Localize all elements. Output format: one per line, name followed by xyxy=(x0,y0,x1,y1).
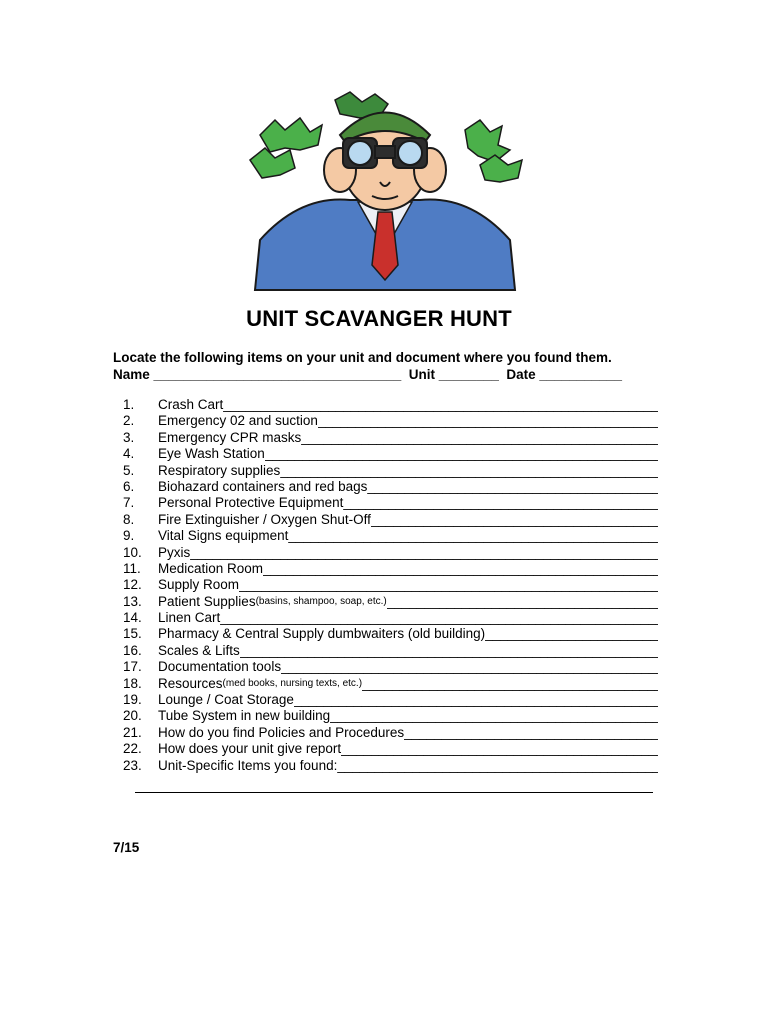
list-item xyxy=(113,708,658,724)
answer-blank[interactable] xyxy=(387,594,658,610)
item-label: Vital Signs equipment xyxy=(158,528,289,544)
answer-blank[interactable] xyxy=(301,430,658,446)
binoculars-man-clipart xyxy=(240,90,530,305)
item-number: 9. xyxy=(123,528,135,544)
item-note: (med books, nursing texts, etc.) xyxy=(222,677,363,689)
list-item xyxy=(113,430,658,446)
item-number: 22. xyxy=(123,741,142,757)
list-item xyxy=(113,643,658,659)
item-label: Eye Wash Station xyxy=(158,446,265,462)
item-number: 19. xyxy=(123,692,142,708)
item-number: 5. xyxy=(123,462,135,478)
list-item xyxy=(113,626,658,642)
answer-blank[interactable] xyxy=(240,643,658,659)
item-label: Resources xyxy=(158,675,223,691)
list-item xyxy=(113,495,658,511)
list-item xyxy=(113,528,658,544)
answer-blank[interactable] xyxy=(362,676,658,692)
item-number: 3. xyxy=(123,429,135,445)
answer-blank[interactable] xyxy=(330,708,658,724)
answer-blank[interactable] xyxy=(485,626,658,642)
answer-blank[interactable] xyxy=(220,610,658,626)
answer-blank[interactable] xyxy=(343,495,658,511)
item-label: Respiratory supplies xyxy=(158,462,281,478)
item-label: Emergency 02 and suction xyxy=(158,413,318,429)
answer-blank[interactable] xyxy=(404,725,658,741)
answer-blank[interactable] xyxy=(190,545,658,561)
answer-blank[interactable] xyxy=(288,528,658,544)
item-label: How does your unit give report xyxy=(158,741,342,757)
list-item xyxy=(113,397,658,413)
item-number: 2. xyxy=(123,413,135,429)
item-label: Medication Room xyxy=(158,560,264,576)
item-number: 1. xyxy=(123,397,135,412)
item-number: 8. xyxy=(123,511,135,527)
item-number: 17. xyxy=(123,659,142,675)
answer-blank[interactable] xyxy=(318,413,658,429)
list-item xyxy=(113,446,658,462)
list-item xyxy=(113,741,658,757)
revision-date: 7/15 xyxy=(113,840,140,855)
item-number: 14. xyxy=(123,610,142,626)
item-label: Patient Supplies xyxy=(158,593,256,609)
item-label: Pharmacy & Central Supply dumbwaiters (old building) xyxy=(158,626,486,642)
item-number: 13. xyxy=(123,593,142,609)
item-number: 4. xyxy=(123,446,135,462)
list-item xyxy=(113,594,658,610)
item-number: 16. xyxy=(123,642,142,658)
name-unit-date-line: Name _________________________________ Unit ________ Date ___________ xyxy=(113,367,622,382)
instruction-text: Locate the following items on your unit and document where you found them. xyxy=(113,350,612,365)
answer-blank[interactable] xyxy=(223,397,658,413)
answer-blank[interactable] xyxy=(371,512,658,528)
item-number: 21. xyxy=(123,724,142,740)
item-label: Documentation tools xyxy=(158,659,282,675)
answer-blank[interactable] xyxy=(367,479,658,495)
item-number: 15. xyxy=(123,626,142,642)
item-number: 23. xyxy=(123,757,142,773)
extra-answer-line[interactable] xyxy=(135,776,653,793)
answer-blank[interactable] xyxy=(281,659,658,675)
answer-blank[interactable] xyxy=(280,463,658,479)
item-label: Lounge / Coat Storage xyxy=(158,692,294,708)
item-note: (basins, shampoo, soap, etc.) xyxy=(255,595,387,607)
list-item xyxy=(113,758,658,774)
item-number: 7. xyxy=(123,495,135,511)
item-label: Pyxis xyxy=(158,544,191,560)
list-item xyxy=(113,659,658,675)
item-label: Biohazard containers and red bags xyxy=(158,478,368,494)
item-number: 20. xyxy=(123,708,142,724)
answer-blank[interactable] xyxy=(239,577,658,593)
list-item xyxy=(113,676,658,692)
item-label: Scales & Lifts xyxy=(158,642,240,658)
answer-blank[interactable] xyxy=(294,692,658,708)
item-label: Linen Cart xyxy=(158,610,221,626)
item-label: Crash Cart xyxy=(158,397,224,412)
answer-blank[interactable] xyxy=(265,446,658,462)
item-number: 10. xyxy=(123,544,142,560)
list-item xyxy=(113,463,658,479)
item-label: Personal Protective Equipment xyxy=(158,495,344,511)
list-item xyxy=(113,610,658,626)
scavenger-item-list xyxy=(113,397,658,774)
answer-blank[interactable] xyxy=(337,758,658,774)
item-label: Tube System in new building xyxy=(158,708,331,724)
item-label: How do you find Policies and Procedures xyxy=(158,724,405,740)
list-item xyxy=(113,561,658,577)
list-item xyxy=(113,512,658,528)
list-item xyxy=(113,545,658,561)
item-label: Fire Extinguisher / Oxygen Shut-Off xyxy=(158,511,371,527)
answer-blank[interactable] xyxy=(263,561,658,577)
list-item xyxy=(113,692,658,708)
item-label: Unit-Specific Items you found: xyxy=(158,757,338,773)
list-item xyxy=(113,725,658,741)
item-number: 12. xyxy=(123,577,142,593)
item-number: 18. xyxy=(123,675,142,691)
list-item xyxy=(113,577,658,593)
item-label: Supply Room xyxy=(158,577,240,593)
page-title: UNIT SCAVANGER HUNT xyxy=(246,306,512,331)
item-number: 6. xyxy=(123,478,135,494)
list-item xyxy=(113,479,658,495)
answer-blank[interactable] xyxy=(341,741,658,757)
item-label: Emergency CPR masks xyxy=(158,429,302,445)
list-item xyxy=(113,413,658,429)
item-number: 11. xyxy=(123,560,141,576)
